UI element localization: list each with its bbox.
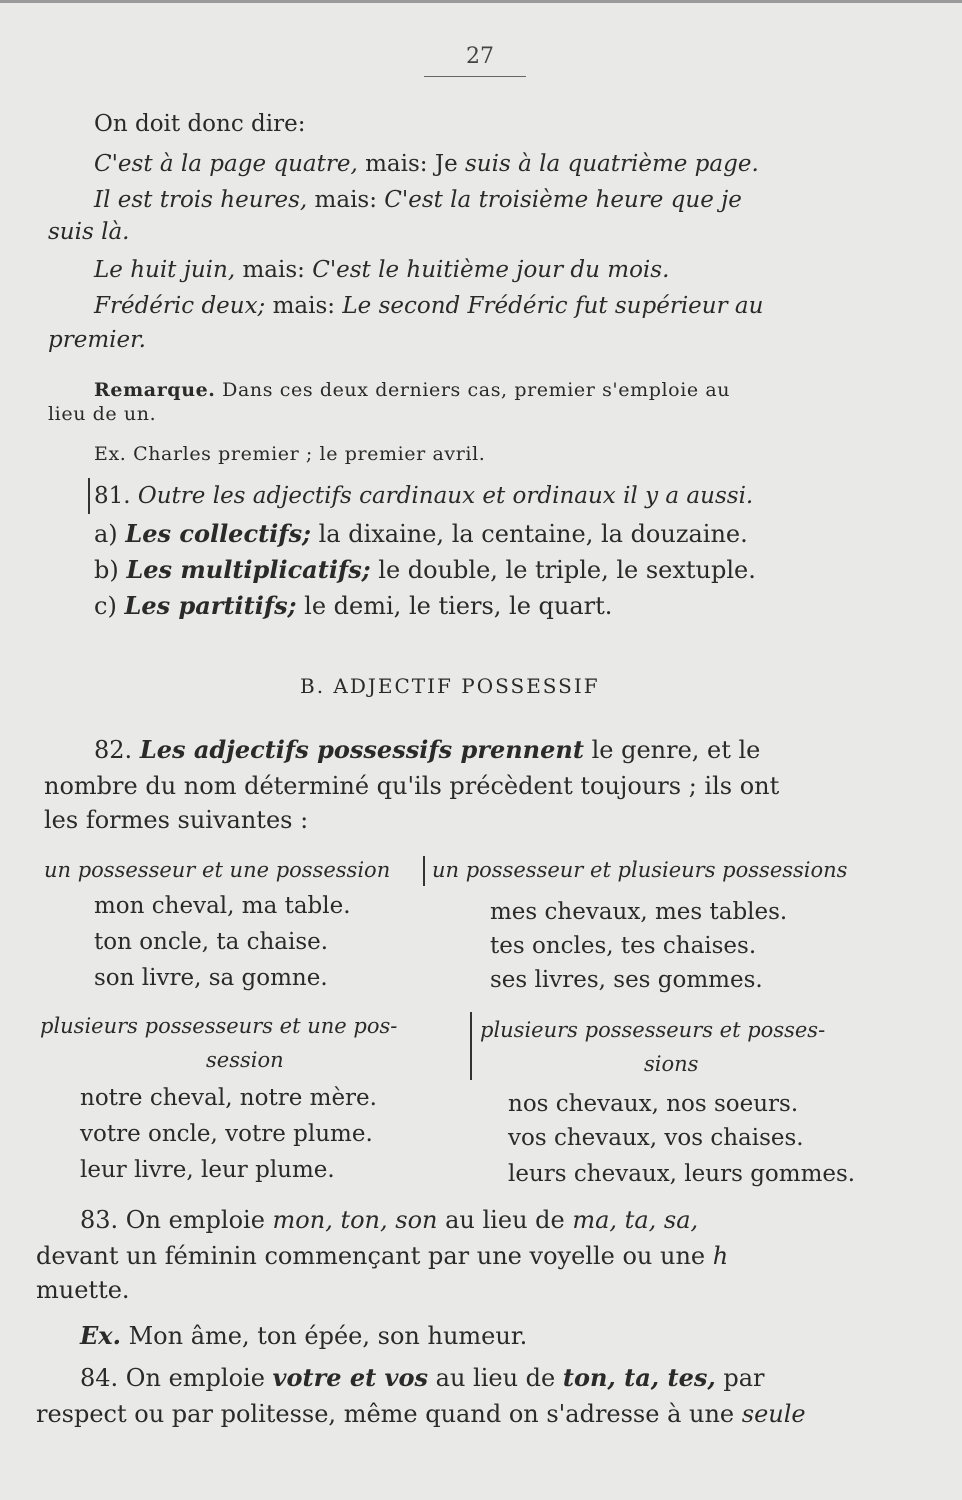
section-81-item-b: b) Les multiplicatifs; le double, le triple, le sextuple. [94, 555, 756, 584]
table2-left-row-1: notre cheval, notre mère. [80, 1085, 377, 1111]
table2-right-row-3: leurs chevaux, leurs gommes. [508, 1161, 856, 1187]
table1-right-header: un possesseur et plusieurs possessions [432, 858, 848, 882]
table1-left-row-1: mon cheval, ma table. [94, 893, 351, 919]
table2-divider [470, 1012, 472, 1080]
table2-right-header-2: sions [644, 1052, 699, 1076]
example-line-4: Frédéric deux; mais: Le second Frédéric fut supérieur au [94, 293, 764, 319]
table1-right-row-1: mes chevaux, mes tables. [490, 899, 788, 925]
section-81-title: 81. Outre les adjectifs cardinaux et ordinaux il y a aussi. [94, 483, 754, 509]
section-84-line-1: 84. On emploie votre et vos au lieu de ton, ta, tes, par [80, 1363, 765, 1392]
table2-right-header-1: plusieurs possesseurs et posses- [480, 1018, 826, 1042]
heading-adjectif-possessif: B. ADJECTIF POSSESSIF [300, 674, 600, 698]
section-81-item-c: c) Les partitifs; le demi, le tiers, le quart. [94, 591, 613, 620]
section-83-line-1: 83. On emploie mon, ton, son au lieu de ma, ta, sa, [80, 1206, 699, 1234]
section-84-line-2: respect ou par politesse, même quand on s'adresse à une seule [36, 1400, 806, 1428]
example-line-3: Le huit juin, mais: C'est le huitième jour du mois. [94, 257, 670, 283]
section-82-line-3: les formes suivantes : [44, 806, 309, 834]
table2-left-header-1: plusieurs possesseurs et une pos- [40, 1014, 398, 1038]
table1-left-row-2: ton oncle, ta chaise. [94, 929, 329, 955]
page-number-rule [424, 76, 526, 77]
example-line-2-cont: suis là. [48, 219, 130, 245]
table1-divider [423, 856, 425, 886]
top-edge-line [0, 0, 962, 3]
section-83-example: Ex. Mon âme, ton épée, son humeur. [80, 1321, 528, 1350]
table2-left-row-3: leur livre, leur plume. [80, 1157, 335, 1183]
example-line-2: Il est trois heures, mais: C'est la troisième heure que je [94, 187, 742, 213]
table1-left-header: un possesseur et une possession [44, 858, 391, 882]
section-81-item-a: a) Les collectifs; la dixaine, la centaine, la douzaine. [94, 519, 748, 548]
table1-left-row-3: son livre, sa gomne. [94, 965, 328, 991]
margin-bracket [88, 478, 90, 514]
table2-right-row-2: vos chevaux, vos chaises. [508, 1125, 804, 1151]
example-line-4-cont: premier. [48, 327, 146, 353]
page-number: 27 [466, 44, 494, 69]
section-83-line-3: muette. [36, 1276, 130, 1304]
example-line-1: C'est à la page quatre, mais: Je suis à la quatrième page. [94, 151, 759, 177]
table2-right-row-1: nos chevaux, nos soeurs. [508, 1091, 799, 1117]
section-82-line-1: 82. Les adjectifs possessifs prennent le genre, et le [94, 735, 761, 764]
table2-left-row-2: votre oncle, votre plume. [80, 1121, 373, 1147]
intro-line: On doit donc dire: [94, 111, 306, 137]
remarque-example: Ex. Charles premier ; le premier avril. [94, 443, 486, 465]
table1-right-row-2: tes oncles, tes chaises. [490, 933, 757, 959]
table1-right-row-3: ses livres, ses gommes. [490, 967, 763, 993]
remarque-line-2: lieu de un. [48, 403, 157, 425]
section-82-line-2: nombre du nom déterminé qu'ils précèdent toujours ; ils ont [44, 772, 780, 800]
table2-left-header-2: session [206, 1048, 284, 1072]
remarque-line-1: Remarque. Dans ces deux derniers cas, premier s'emploie au [94, 379, 731, 401]
section-83-line-2: devant un féminin commençant par une voyelle ou une h [36, 1242, 729, 1270]
